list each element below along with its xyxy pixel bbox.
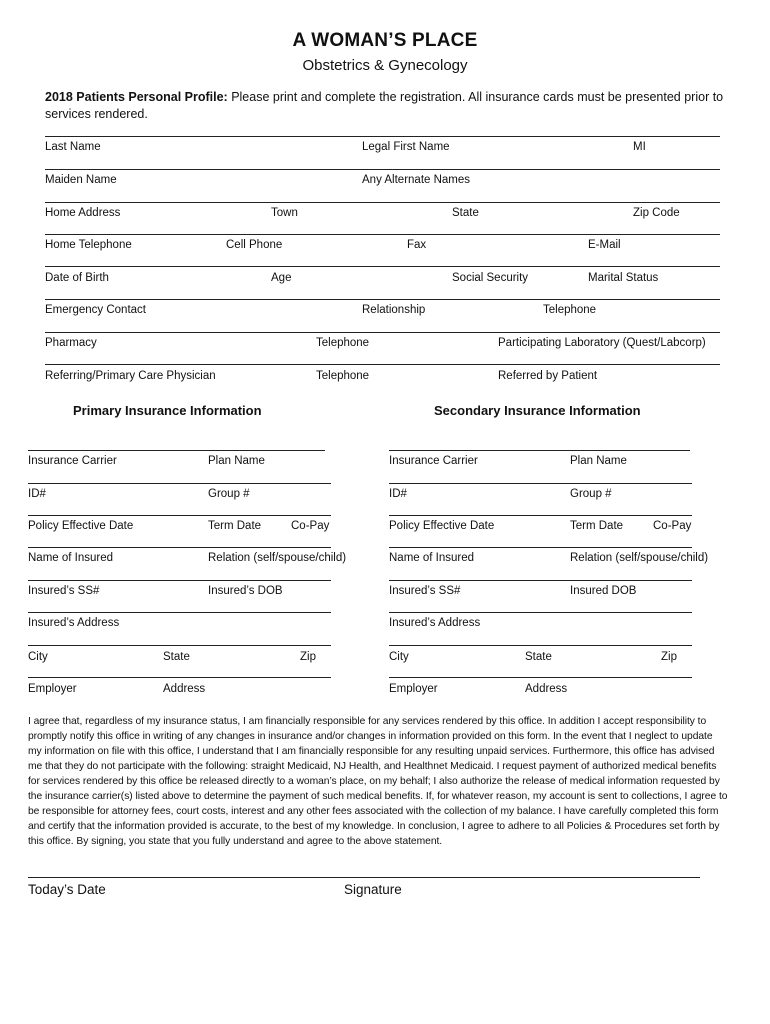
intro-text bbox=[45, 89, 735, 123]
maiden-name-label: Maiden Name bbox=[45, 174, 117, 186]
primary-insured-ss-line[interactable] bbox=[28, 580, 331, 581]
home-address-line[interactable] bbox=[45, 202, 720, 203]
secondary-id-label: ID# bbox=[389, 488, 407, 500]
primary-id-label: ID# bbox=[28, 488, 46, 500]
zip-code-label: Zip Code bbox=[633, 207, 680, 219]
alternate-names-label: Any Alternate Names bbox=[362, 174, 471, 186]
secondary-group-label: Group # bbox=[570, 488, 612, 500]
home-address-label: Home Address bbox=[45, 207, 121, 219]
date-of-birth-line[interactable] bbox=[45, 266, 720, 267]
pharmacy-telephone-label: Telephone bbox=[316, 337, 370, 349]
age-label: Age bbox=[271, 272, 292, 284]
primary-insured-name-label: Name of Insured bbox=[28, 552, 114, 564]
primary-group-label: Group # bbox=[208, 488, 250, 500]
secondary-plan-name-label: Plan Name bbox=[570, 455, 627, 467]
referring-physician-label: Referring/Primary Care Physician bbox=[45, 370, 216, 382]
referred-by-label: Referred by Patient bbox=[498, 370, 598, 382]
secondary-insured-dob-label: Insured DOB bbox=[570, 585, 637, 597]
signature-line[interactable] bbox=[28, 877, 700, 878]
secondary-insured-name-label: Name of Insured bbox=[389, 552, 475, 564]
emergency-contact-line[interactable] bbox=[45, 299, 720, 300]
secondary-insurance-heading: Secondary Insurance Information bbox=[434, 403, 641, 418]
secondary-employer-line[interactable] bbox=[389, 677, 692, 678]
agreement-paragraph: I agree that, regardless of my insurance status, I am financially responsible for any services rendered by this office. In addition I accept responsibility to promptly notify this office in writing of any changes in insurance and/or changes in information provided on this form. In the event that I neglect to update my information on file with this office, I understand that I am financially responsible for any resulting unpaid services. Furthermore, this office has advised me that they do not participate with the following: straight Medicaid, NJ Health, and Healthnet Medicaid. I request payment of authorized medical benefits for services rendered by this office be released directly to a woman’s place, on my behalf; I also authorize the release of medical information requested by the insurance carrier(s) listed above to determine the payment of such medical benefits. If, for whatever reason, my account is sent to collections, I agree to be responsible for attorney fees, court costs, interest and any other fees associated with the collection of my balance. I have carefully completed this form and certify that the information provided is accurate, to the best of my knowledge. In conclusion, I agree to adhere to all Policies & Procedures set forth by this office. By signing, you state that you fully understand and agree to the above statement. bbox=[28, 716, 728, 847]
primary-plan-name-label: Plan Name bbox=[208, 455, 265, 467]
primary-insured-ss-label: Insured’s SS# bbox=[28, 585, 100, 597]
page-subtitle: Obstetrics & Gynecology bbox=[302, 57, 468, 74]
fax-label: Fax bbox=[407, 239, 427, 251]
referring-physician-line[interactable] bbox=[45, 364, 720, 365]
marital-status-label: Marital Status bbox=[588, 272, 659, 284]
primary-state-label: State bbox=[163, 651, 190, 663]
secondary-zip-label: Zip bbox=[661, 651, 677, 663]
primary-insured-dob-label: Insured’s DOB bbox=[208, 585, 283, 597]
last-name-line[interactable] bbox=[45, 136, 720, 137]
secondary-carrier-line[interactable] bbox=[389, 450, 690, 451]
pharmacy-line[interactable] bbox=[45, 332, 720, 333]
last-name-label: Last Name bbox=[45, 141, 101, 153]
secondary-city-line[interactable] bbox=[389, 645, 692, 646]
secondary-insured-ss-label: Insured’s SS# bbox=[389, 585, 461, 597]
secondary-relation-label: Relation (self/spouse/child) bbox=[570, 552, 709, 564]
home-telephone-label: Home Telephone bbox=[45, 239, 132, 251]
primary-relation-label: Relation (self/spouse/child) bbox=[208, 552, 347, 564]
relationship-label: Relationship bbox=[362, 304, 426, 316]
participating-lab-label: Participating Laboratory (Quest/Labcorp) bbox=[498, 337, 706, 349]
pharmacy-label: Pharmacy bbox=[45, 337, 97, 349]
home-telephone-line[interactable] bbox=[45, 234, 720, 235]
physician-telephone-label: Telephone bbox=[316, 370, 370, 382]
secondary-state-label: State bbox=[525, 651, 552, 663]
email-label: E-Mail bbox=[588, 239, 621, 251]
date-of-birth-label: Date of Birth bbox=[45, 272, 109, 284]
secondary-id-line[interactable] bbox=[389, 483, 692, 484]
primary-employer-line[interactable] bbox=[28, 677, 331, 678]
maiden-name-line[interactable] bbox=[45, 169, 720, 170]
secondary-policy-date-label: Policy Effective Date bbox=[389, 520, 495, 532]
page-title: A WOMAN’S PLACE bbox=[292, 30, 478, 51]
secondary-insured-ss-line[interactable] bbox=[389, 580, 692, 581]
primary-carrier-line[interactable] bbox=[28, 450, 325, 451]
secondary-employer-label: Employer bbox=[389, 683, 438, 695]
primary-carrier-label: Insurance Carrier bbox=[28, 455, 117, 467]
secondary-city-label: City bbox=[389, 651, 409, 663]
signature-label: Signature bbox=[344, 882, 402, 897]
primary-copay-label: Co-Pay bbox=[291, 520, 330, 532]
intro-bold: 2018 Patients Personal Profile: bbox=[45, 90, 228, 104]
emergency-telephone-label: Telephone bbox=[543, 304, 597, 316]
mi-label: MI bbox=[633, 141, 646, 153]
primary-term-date-label: Term Date bbox=[208, 520, 262, 532]
primary-id-line[interactable] bbox=[28, 483, 331, 484]
state-label: State bbox=[452, 207, 479, 219]
primary-policy-line[interactable] bbox=[28, 515, 331, 516]
secondary-term-date-label: Term Date bbox=[570, 520, 624, 532]
secondary-insured-address-line[interactable] bbox=[389, 612, 692, 613]
secondary-insured-address-label: Insured’s Address bbox=[389, 617, 481, 629]
intro-instructions: Please print and complete the registration. All insurance cards must be presented prior to services rendered. bbox=[45, 90, 724, 121]
primary-insured-name-line[interactable] bbox=[28, 547, 331, 548]
secondary-address-label: Address bbox=[525, 683, 568, 695]
emergency-contact-label: Emergency Contact bbox=[45, 304, 146, 316]
primary-insured-address-line[interactable] bbox=[28, 612, 331, 613]
secondary-carrier-label: Insurance Carrier bbox=[389, 455, 478, 467]
primary-insurance-heading: Primary Insurance Information bbox=[73, 403, 262, 418]
todays-date-label: Today’s Date bbox=[28, 882, 106, 897]
legal-first-name-label: Legal First Name bbox=[362, 141, 450, 153]
primary-policy-date-label: Policy Effective Date bbox=[28, 520, 134, 532]
secondary-copay-label: Co-Pay bbox=[653, 520, 692, 532]
primary-address-label: Address bbox=[163, 683, 206, 695]
secondary-insured-name-line[interactable] bbox=[389, 547, 692, 548]
primary-employer-label: Employer bbox=[28, 683, 77, 695]
cell-phone-label: Cell Phone bbox=[226, 239, 283, 251]
town-label: Town bbox=[271, 207, 298, 219]
secondary-policy-line[interactable] bbox=[389, 515, 692, 516]
primary-city-line[interactable] bbox=[28, 645, 331, 646]
primary-zip-label: Zip bbox=[300, 651, 316, 663]
primary-city-label: City bbox=[28, 651, 48, 663]
primary-insured-address-label: Insured’s Address bbox=[28, 617, 120, 629]
social-security-label: Social Security bbox=[452, 272, 529, 284]
